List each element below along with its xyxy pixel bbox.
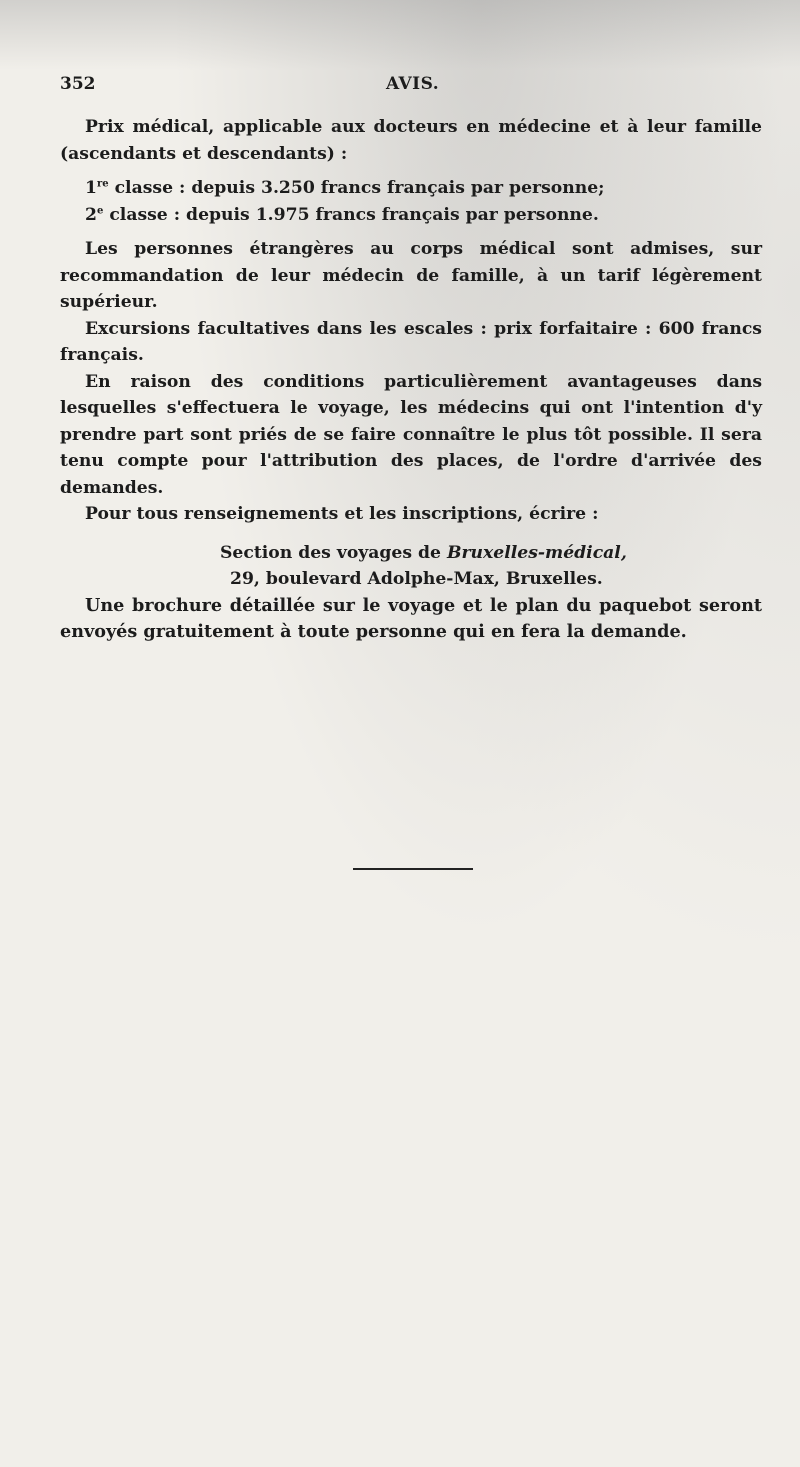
tariff-second-class-text: classe : depuis 1.975 francs français par personne. (103, 204, 599, 225)
paragraph-prix-medical: Prix médical, applicable aux docteurs en médecine et à leur famille (ascendants et descendants) : (60, 117, 762, 164)
paragraph-excursions: Excursions facultatives dans les escales : prix forfaitaire : 600 francs français. (60, 318, 762, 365)
address-line-2: 29, boulevard Adolphe-Max, Bruxelles. (230, 569, 603, 589)
running-title: AVIS. (386, 74, 440, 94)
tariff-second-class (60, 202, 762, 229)
tariff-list (60, 175, 762, 228)
tariff-first-class-text: classe : depuis 3.250 francs français par personne; (108, 178, 605, 198)
tariff-second-class-number: 2 (85, 204, 97, 225)
paragraph-renseignements: Pour tous renseignements et les inscriptions, écrire : (85, 504, 599, 524)
address-prefix: Section des voyages de (220, 542, 447, 563)
page-body (60, 114, 762, 646)
address-line-1 (220, 540, 762, 567)
contact-address (60, 540, 762, 593)
paragraph-conditions: En raison des conditions particulièrement avantageuses dans lesquelles s'effectuera le voyage, les médecins qui ont l'intention d'y prendre part sont priés de se faire connaître le plus tôt possible. Il sera tenu compte pour l'attribution des places, de l'ordre d'arrivée des demandes. (60, 371, 762, 498)
journal-name: Bruxelles-médical, (446, 542, 627, 563)
brochure-notice: Une brochure détaillée sur le voyage et le plan du paquebot seront envoyés gratuitement à toute personne qui en fera la demande. (60, 594, 762, 642)
scan-shadow (0, 0, 800, 70)
tariff-second-class-ordinal: e (96, 204, 104, 216)
page-number: 352 (60, 74, 96, 94)
page-header (60, 74, 760, 100)
tariff-first-class-number: 1 (85, 178, 97, 198)
section-divider-rule (353, 868, 473, 870)
tariff-first-class (60, 175, 762, 202)
paragraph-etrangeres: Les personnes étrangères au corps médical sont admises, sur recommandation de leur médecin de famille, à un tarif légèrement supérieur. (60, 239, 762, 312)
tariff-first-class-ordinal: re (96, 178, 109, 190)
